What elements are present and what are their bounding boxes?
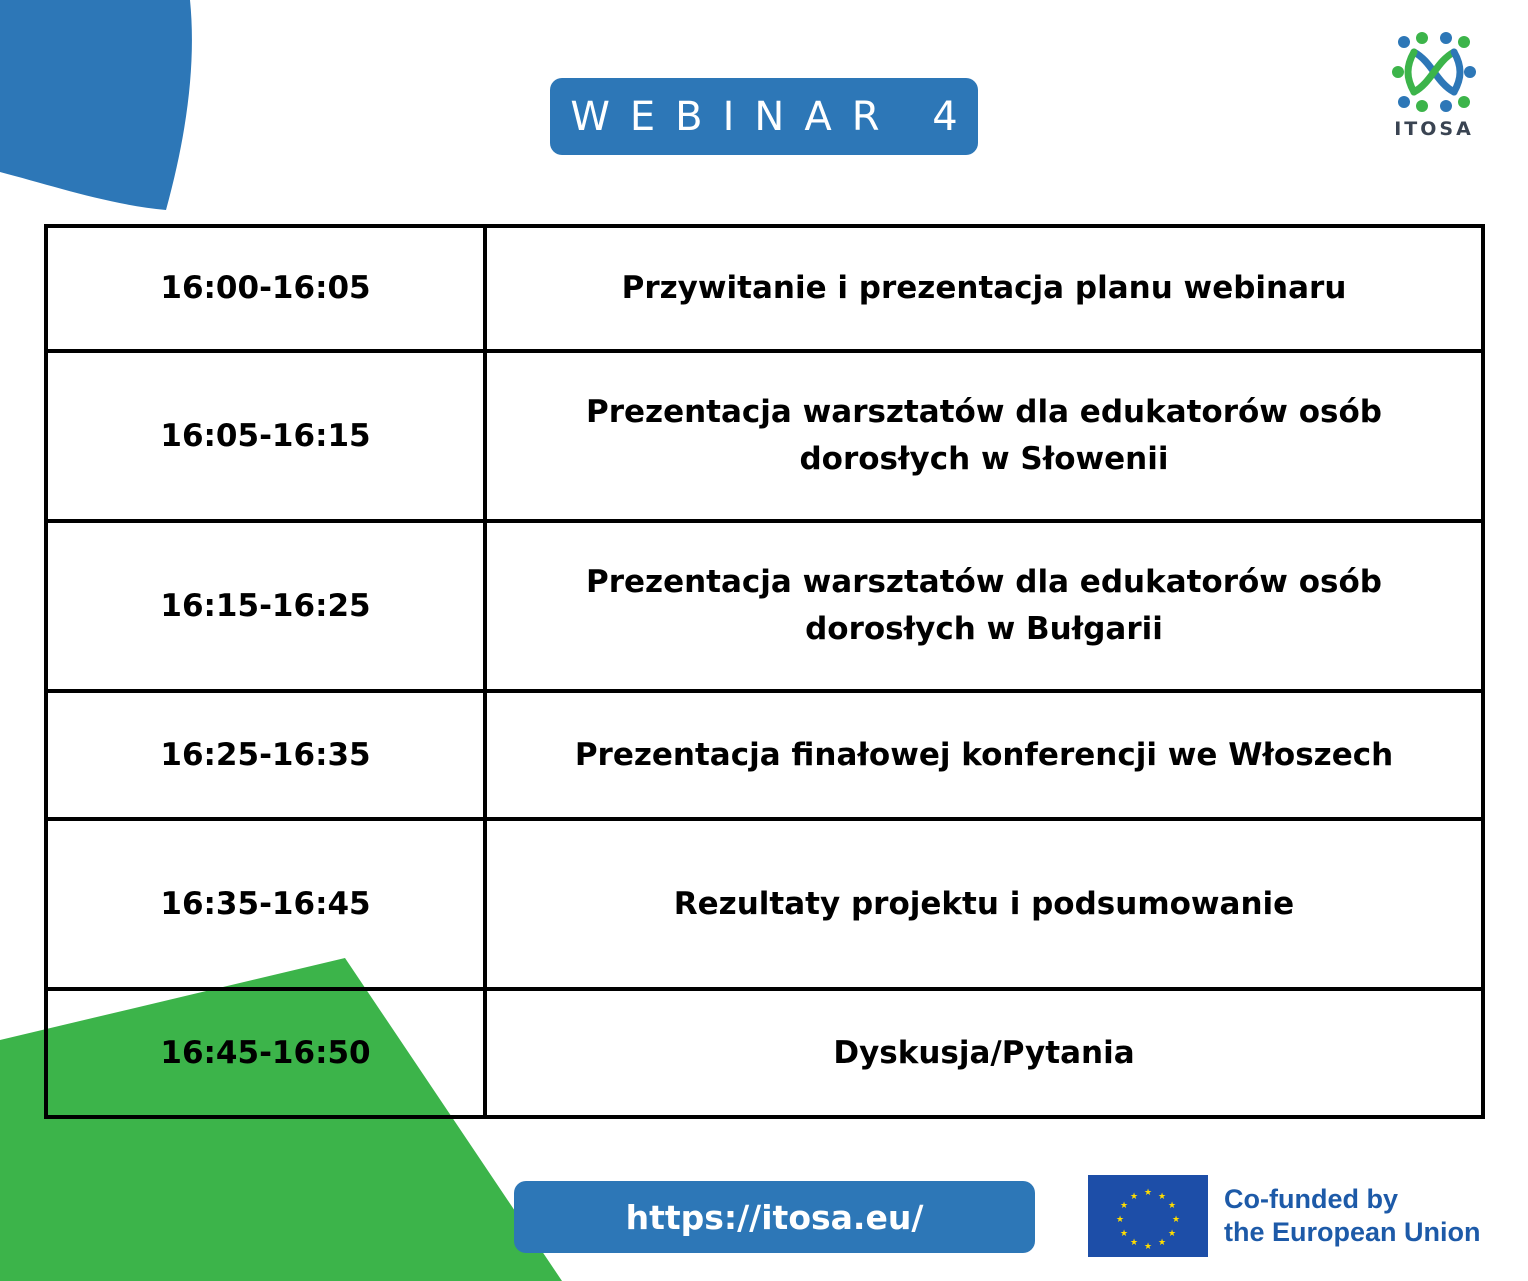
table-row	[46, 819, 1483, 989]
topic-cell: Rezultaty projektu i podsumowanie	[485, 819, 1483, 989]
svg-text:★: ★	[1119, 1229, 1129, 1239]
webinar-title-badge	[550, 78, 978, 155]
webinar-title: WEBINAR 4	[570, 93, 978, 140]
blue-corner-shape	[0, 0, 192, 210]
svg-text:★: ★	[1129, 1238, 1139, 1248]
svg-text:★: ★	[1157, 1238, 1167, 1248]
itosa-logo	[1384, 32, 1484, 152]
time-cell: 16:00-16:05	[46, 226, 485, 351]
topic-cell: Prezentacja finałowej konferencji we Włoszech	[485, 691, 1483, 819]
agenda-table	[44, 224, 1485, 1119]
eu-cofunded-badge	[1088, 1175, 1481, 1257]
time-cell: 16:05-16:15	[46, 351, 485, 521]
eu-funding-text	[1224, 1183, 1481, 1249]
table-row	[46, 351, 1483, 521]
topic-cell: Prezentacja warsztatów dla edukatorów osób dorosłych w Bułgarii	[485, 521, 1483, 691]
svg-text:★: ★	[1157, 1192, 1167, 1202]
svg-text:★: ★	[1171, 1215, 1181, 1225]
svg-text:★: ★	[1143, 1188, 1153, 1198]
svg-text:★: ★	[1119, 1201, 1129, 1211]
table-row	[46, 521, 1483, 691]
topic-cell: Prezentacja warsztatów dla edukatorów osób dorosłych w Słowenii	[485, 351, 1483, 521]
time-cell: 16:35-16:45	[46, 819, 485, 989]
svg-text:★: ★	[1167, 1229, 1177, 1239]
time-cell: 16:45-16:50	[46, 989, 485, 1117]
svg-text:★: ★	[1115, 1215, 1125, 1225]
table-row	[46, 691, 1483, 819]
topic-cell: Przywitanie i prezentacja planu webinaru	[485, 226, 1483, 351]
svg-text:★: ★	[1167, 1201, 1177, 1211]
time-cell: 16:15-16:25	[46, 521, 485, 691]
svg-text:★: ★	[1129, 1192, 1139, 1202]
website-link-button[interactable]	[514, 1181, 1035, 1253]
topic-cell: Dyskusja/Pytania	[485, 989, 1483, 1117]
logo-text: ITOSA	[1394, 118, 1474, 140]
table-row	[46, 989, 1483, 1117]
time-cell: 16:25-16:35	[46, 691, 485, 819]
svg-text:★: ★	[1143, 1242, 1153, 1252]
table-row	[46, 226, 1483, 351]
people-network-icon	[1392, 32, 1476, 112]
website-url[interactable]: https://itosa.eu/	[625, 1197, 924, 1237]
eu-text-line-2: the European Union	[1224, 1217, 1481, 1247]
eu-flag-icon	[1088, 1175, 1208, 1257]
eu-text-line-1: Co-funded by	[1224, 1184, 1398, 1214]
